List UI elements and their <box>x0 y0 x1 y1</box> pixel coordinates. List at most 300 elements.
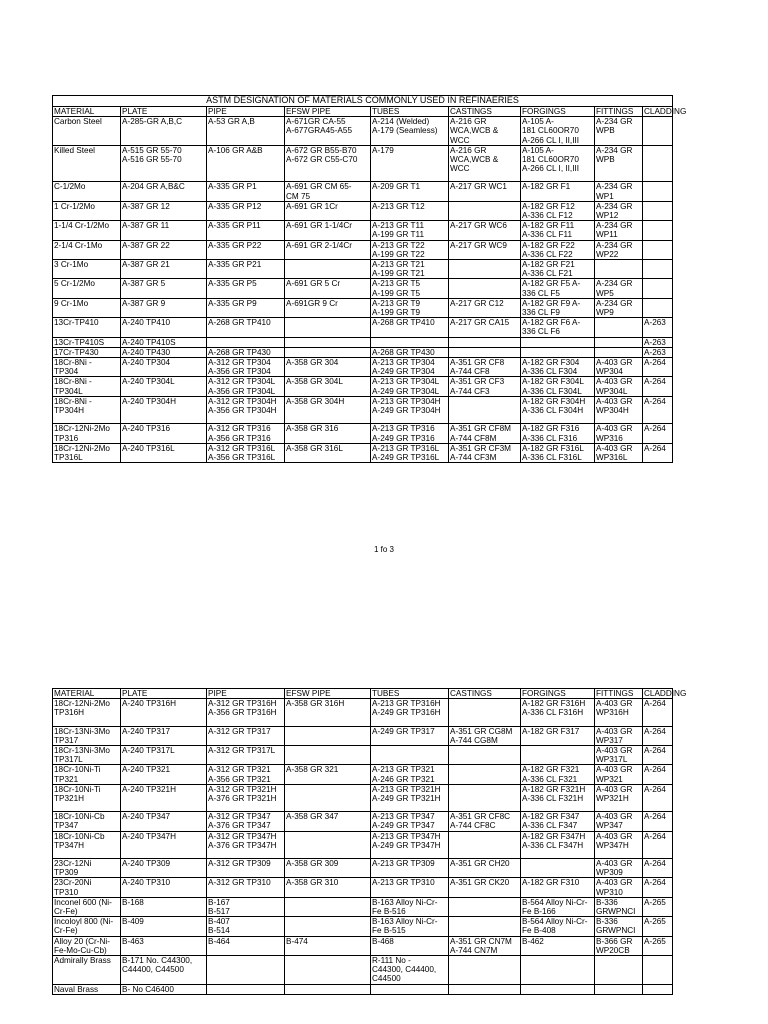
table-cell: A-403 GR WP304H <box>595 396 643 423</box>
table-cell: 18Cr-13Ni-3Mo TP317L <box>53 746 121 765</box>
table-cell: A-249 GR TP317 <box>371 726 449 745</box>
table-cell <box>285 984 371 994</box>
table-cell <box>643 145 673 182</box>
table-cell: A-265 <box>643 917 673 936</box>
table-row <box>53 831 673 858</box>
table-row <box>53 443 673 462</box>
table-cell: A-53 GR A,B <box>207 117 285 146</box>
table-cell: A-387 GR 21 <box>121 260 207 279</box>
table-row <box>53 765 673 784</box>
table-cell <box>207 984 285 994</box>
table-cell: 23Cr-12Ni TP309 <box>53 859 121 878</box>
table-cell: A-403 GR WP316L <box>595 443 643 462</box>
col-header-pipe: PIPE <box>207 689 285 699</box>
table-cell: A-335 GR P1 <box>207 182 285 201</box>
col-header-castings: CASTINGS <box>449 107 521 117</box>
table-cell: A-263 <box>643 337 673 347</box>
table-cell: A-387 GR 12 <box>121 201 207 220</box>
table-cell: A-358 GR 321 <box>285 765 371 784</box>
table-cell: A-216 GR WCA,WCB & WCC <box>449 117 521 146</box>
table-cell: A-240 TP347H <box>121 831 207 858</box>
table-cell: A-240 TP304 <box>121 358 207 377</box>
table-cell: A-234 GR WP12 <box>595 201 643 220</box>
table-cell: A-182 GR F317 <box>521 726 595 745</box>
table-cell: Admirally Brass <box>53 956 121 985</box>
table-cell: A-234 GR WP22 <box>595 240 643 259</box>
table-cell: A-403 GR WP316H <box>595 699 643 726</box>
table-cell: A-179 <box>371 145 449 182</box>
table-cell: A-358 GR 316 <box>285 424 371 443</box>
table-cell <box>595 984 643 994</box>
col-header-efsw-pipe: EFSW PIPE <box>285 107 371 117</box>
table-cell: A-264 <box>643 396 673 423</box>
col-header-cladding: CLADDING <box>644 689 687 698</box>
col-header-plate: PLATE <box>121 107 207 117</box>
table-cell <box>521 984 595 994</box>
table-cell: B-407 B-514 <box>207 917 285 936</box>
table-cell: A-182 GR F304L A-336 CL F304L <box>521 377 595 396</box>
table-title: ASTM DESIGNATION OF MATERIALS COMMONLY USED IN REFINAERIES <box>53 96 673 107</box>
table-cell: A-387 GR 5 <box>121 279 207 298</box>
table-cell: A-234 GR WP1 <box>595 182 643 201</box>
table-row <box>53 956 673 985</box>
table-cell: A-240 TP304L <box>121 377 207 396</box>
table-cell: A-312 GR TP316 A-356 GR TP316 <box>207 424 285 443</box>
table-cell <box>449 337 521 347</box>
table-cell: 18Cr-8Ni - TP304H <box>53 396 121 423</box>
table-row <box>53 726 673 745</box>
table-cell: A-263 <box>643 347 673 357</box>
table-cell: A-182 GR F316H A-336 CL F316H <box>521 699 595 726</box>
table-cell: A-312 GR TP310 <box>207 878 285 897</box>
table-cell: Killed Steel <box>53 145 121 182</box>
table-cell <box>449 765 521 784</box>
table-cell: A-182 GR F321 A-336 CL F321 <box>521 765 595 784</box>
table-row <box>53 812 673 831</box>
table-cell: A-182 GR F12 A-336 CL F12 <box>521 201 595 220</box>
table-cell: A-335 GR P5 <box>207 279 285 298</box>
table-cell: A-691 GR 1Cr <box>285 201 371 220</box>
table-cell: Carbon Steel <box>53 117 121 146</box>
table-row <box>53 318 673 337</box>
table-cell: A-351 GR CF3M A-744 CF3M <box>449 443 521 462</box>
table-cell: A-312 GR TP317L <box>207 746 285 765</box>
table-cell: A-403 GR WP317 <box>595 726 643 745</box>
table-cell: Alloy 20 (Cr-Ni- Fe-Mo-Cu-Cb) <box>53 936 121 955</box>
table-cell: A-312 GR TP347 A-376 GR TP347 <box>207 812 285 831</box>
table-cell: A-403 GR WP310 <box>595 878 643 897</box>
col-header-tubes: TUBES <box>371 107 449 117</box>
table-body <box>53 117 673 463</box>
table-cell: C-1/2Mo <box>53 182 121 201</box>
table-cell <box>449 956 521 985</box>
table-cell: A-213 GR T9 A-199 GR T9 <box>371 298 449 317</box>
table-cell: A-234 GR WPB <box>595 145 643 182</box>
table-cell: A-335 GR P9 <box>207 298 285 317</box>
table-cell: A-268 GR TP410 <box>371 318 449 337</box>
table-cell: A-264 <box>643 765 673 784</box>
table-cell: A-240 TP347 <box>121 812 207 831</box>
table-cell: A-403 GR WP316 <box>595 424 643 443</box>
table-cell <box>449 784 521 811</box>
table-cell: A-182 GR F21 A-336 CL F21 <box>521 260 595 279</box>
table-cell: R-111 No - C44300, C44400, C44500 <box>371 956 449 985</box>
table-cell: A-264 <box>643 424 673 443</box>
table-cell <box>449 260 521 279</box>
table-cell: A-312 GR TP317 <box>207 726 285 745</box>
table-cell: A-213 GR TP304H A-249 GR TP304H <box>371 396 449 423</box>
col-header-forgings: FORGINGS <box>521 107 595 117</box>
table-cell: A-240 TP321H <box>121 784 207 811</box>
table-cell: A-182 GR F316L A-336 CL F316L <box>521 443 595 462</box>
table-cell: A-213 GR TP309 <box>371 859 449 878</box>
table-cell <box>643 240 673 259</box>
table-cell: A-672 GR B55-B70 A-672 GR C55-C70 <box>285 145 371 182</box>
table-row <box>53 221 673 240</box>
table-cell: A-217 GR WC9 <box>449 240 521 259</box>
table-cell <box>207 337 285 347</box>
table-cell: A-182 GR F304H A-336 CL F304H <box>521 396 595 423</box>
table-cell: A-240 TP309 <box>121 859 207 878</box>
table-cell: 18Cr-12Ni-2Mo TP316H <box>53 699 121 726</box>
table-row <box>53 396 673 423</box>
table-cell <box>285 897 371 916</box>
table-cell: Naval Brass <box>53 984 121 994</box>
col-header-fittings: FITTINGS <box>595 107 643 117</box>
table-cell: B-462 <box>521 936 595 955</box>
astm-table-page-2 <box>52 688 687 995</box>
table-cell: A-403 GR WP309 <box>595 859 643 878</box>
table-cell: 1-1/4 Cr-1/2Mo <box>53 221 121 240</box>
table-row <box>53 182 673 201</box>
table-cell <box>449 746 521 765</box>
table-cell <box>521 337 595 347</box>
table-cell <box>285 784 371 811</box>
table-cell: A-240 TP316 <box>121 424 207 443</box>
table-cell: A-335 GR P21 <box>207 260 285 279</box>
table-cell: A-213 GR TP321H A-249 GR TP321H <box>371 784 449 811</box>
table-cell: A-312 GR TP316H A-356 GR TP316H <box>207 699 285 726</box>
table-cell: A-335 GR P11 <box>207 221 285 240</box>
table-cell: A-312 GR TP316L A-356 GR TP316L <box>207 443 285 462</box>
table-cell: A-264 <box>643 358 673 377</box>
table-cell <box>285 746 371 765</box>
table-cell: A-106 GR A&B <box>207 145 285 182</box>
table-cell: A-240 TP410 <box>121 318 207 337</box>
table-cell: A-387 GR 9 <box>121 298 207 317</box>
table-cell: A-182 GR F321H A-336 CL F321H <box>521 784 595 811</box>
table-cell: A-240 TP317L <box>121 746 207 765</box>
table-cell <box>285 956 371 985</box>
table-cell: A-182 GR F310 <box>521 878 595 897</box>
table-cell <box>449 396 521 423</box>
table-cell: A-312 GR TP321 A-356 GR TP321 <box>207 765 285 784</box>
page-indicator: 1 fo 3 <box>373 545 394 554</box>
table-cell: 23Cr-20Ni TP310 <box>53 878 121 897</box>
table-cell: A-403 GR WP321 <box>595 765 643 784</box>
table-cell <box>449 984 521 994</box>
table-cell: 3 Cr-1Mo <box>53 260 121 279</box>
table-cell <box>595 347 643 357</box>
table-cell: A-358 GR 316H <box>285 699 371 726</box>
table-cell: A-213 GR TP321 A-246 GR TP321 <box>371 765 449 784</box>
table-cell: A-691 GR 5 Cr <box>285 279 371 298</box>
table-cell: A-268 GR TP430 <box>371 347 449 357</box>
table-cell: A-240 TP310 <box>121 878 207 897</box>
table-cell: A-182 GR F6 A- 336 CL F6 <box>521 318 595 337</box>
table-cell: B-366 GR WP20CB <box>595 936 643 955</box>
table-row <box>53 240 673 259</box>
table-cell <box>285 318 371 337</box>
table-cell <box>643 260 673 279</box>
table-cell: B- No C46400 <box>121 984 207 994</box>
table-cell: A-268 GR TP410 <box>207 318 285 337</box>
astm-table-page-1 <box>52 95 687 463</box>
table-cell <box>521 746 595 765</box>
table-cell: A-234 GR WPB <box>595 117 643 146</box>
table-cell: 13Cr-TP410 <box>53 318 121 337</box>
table-cell: 9 Cr-1Mo <box>53 298 121 317</box>
table-cell: 18Cr-10Ni-Ti TP321 <box>53 765 121 784</box>
table-cell: A-515 GR 55-70 A-516 GR 55-70 <box>121 145 207 182</box>
table-cell: A-387 GR 11 <box>121 221 207 240</box>
table-row <box>53 358 673 377</box>
table-row <box>53 897 673 916</box>
table-row <box>53 279 673 298</box>
table-cell: A-264 <box>643 812 673 831</box>
table-cell <box>643 984 673 994</box>
table-cell: A-234 GR WP5 <box>595 279 643 298</box>
table-cell <box>521 347 595 357</box>
table-cell: A-216 GR WCA,WCB & WCC <box>449 145 521 182</box>
table-cell <box>595 337 643 347</box>
table-cell: A-351 GR CF8C A-744 CF8C <box>449 812 521 831</box>
table-cell <box>285 337 371 347</box>
table-row <box>53 859 673 878</box>
table-cell <box>643 201 673 220</box>
table-cell: A-403 GR WP347H <box>595 831 643 858</box>
table-cell: A-265 <box>643 897 673 916</box>
table-cell: A-691 GR 2-1/4Cr <box>285 240 371 259</box>
table-cell: 18Cr-8Ni - TP304L <box>53 377 121 396</box>
table-cell: B-463 <box>121 936 207 955</box>
table-cell <box>285 347 371 357</box>
table-cell: A-285-GR A,B,C <box>121 117 207 146</box>
table-cell: 18Cr-12Ni-2Mo TP316 <box>53 424 121 443</box>
table-cell: A-264 <box>643 784 673 811</box>
table-cell: A-264 <box>643 443 673 462</box>
table-cell <box>207 956 285 985</box>
table-cell: A-213 GR T21 A-199 GR T21 <box>371 260 449 279</box>
table-cell: A-240 TP316L <box>121 443 207 462</box>
table-cell: A-351 GR CF8M A-744 CF8M <box>449 424 521 443</box>
col-header-forgings: FORGINGS <box>521 689 595 699</box>
table-cell: A-387 GR 22 <box>121 240 207 259</box>
table-cell: A-312 GR TP309 <box>207 859 285 878</box>
table-cell: A-209 GR T1 <box>371 182 449 201</box>
table-cell: A-358 GR 304H <box>285 396 371 423</box>
table-row <box>53 936 673 955</box>
table-cell: A-351 GR CK20 <box>449 878 521 897</box>
table-cell: B-409 <box>121 917 207 936</box>
table-row <box>53 424 673 443</box>
table-cell: A-312 GR TP321H A-376 GR TP321H <box>207 784 285 811</box>
table-cell: A-268 GR TP430 <box>207 347 285 357</box>
table-cell: A-217 GR C12 <box>449 298 521 317</box>
table-cell: A-264 <box>643 878 673 897</box>
table-cell: A-312 GR TP347H A-376 GR TP347H <box>207 831 285 858</box>
table-cell: B-464 <box>207 936 285 955</box>
table-cell: B-167 B-517 <box>207 897 285 916</box>
table-cell: A-213 GR TP304L A-249 GR TP304L <box>371 377 449 396</box>
table-cell: A-234 GR WP9 <box>595 298 643 317</box>
table-cell <box>643 182 673 201</box>
table-row <box>53 984 673 994</box>
table-cell <box>643 117 673 146</box>
table-cell: A-240 TP430 <box>121 347 207 357</box>
table-cell: 1 Cr-1/2Mo <box>53 201 121 220</box>
table-cell: A-213 GR T22 A-199 GR T22 <box>371 240 449 259</box>
table-cell <box>449 201 521 220</box>
table-cell: 18Cr-10Ni-Ti TP321H <box>53 784 121 811</box>
table-cell <box>371 746 449 765</box>
table-cell: A-358 GR 304 <box>285 358 371 377</box>
table-cell: 5 Cr-1/2Mo <box>53 279 121 298</box>
table-cell: A-351 GR CG8M A-744 CG8M <box>449 726 521 745</box>
table-cell: A-240 TP316H <box>121 699 207 726</box>
table-cell: 18Cr-10Ni-Cb TP347 <box>53 812 121 831</box>
table-cell: A-358 GR 304L <box>285 377 371 396</box>
table-cell: A-335 GR P22 <box>207 240 285 259</box>
table-cell <box>643 298 673 317</box>
table-cell: B-474 <box>285 936 371 955</box>
table-cell: B-168 <box>121 897 207 916</box>
table-cell <box>521 956 595 985</box>
table-cell: A-403 GR WP321H <box>595 784 643 811</box>
table-cell: A-403 GR WP304 <box>595 358 643 377</box>
table-row <box>53 347 673 357</box>
table-cell: A-182 GR F304 A-336 CL F304 <box>521 358 595 377</box>
table-cell <box>449 699 521 726</box>
table-cell <box>371 984 449 994</box>
table-cell: A-351 GR CF3 A-744 CF3 <box>449 377 521 396</box>
table-cell: A-182 GR F22 A-336 CL F22 <box>521 240 595 259</box>
table-cell: A-403 GR WP317L <box>595 746 643 765</box>
table-cell: A-213 GR TP316H A-249 GR TP316H <box>371 699 449 726</box>
col-header-efsw-pipe: EFSW PIPE <box>285 689 371 699</box>
header-row <box>53 689 673 699</box>
table-cell: A-264 <box>643 859 673 878</box>
table-cell: 13Cr-TP410S <box>53 337 121 347</box>
col-header-material: MATERIAL <box>53 107 121 117</box>
table-cell: 2-1/4 Cr-1Mo <box>53 240 121 259</box>
col-header-plate: PLATE <box>121 689 207 699</box>
table-body <box>53 699 673 995</box>
table-row <box>53 145 673 182</box>
table-cell: A-217 GR WC6 <box>449 221 521 240</box>
table-cell <box>285 260 371 279</box>
table-cell <box>595 318 643 337</box>
table-cell: A-403 GR WP304L <box>595 377 643 396</box>
table-cell <box>285 831 371 858</box>
table-cell: A-234 GR WP11 <box>595 221 643 240</box>
table-cell: 18Cr-10Ni-Cb TP347H <box>53 831 121 858</box>
table-cell <box>449 831 521 858</box>
table-cell: A-263 <box>643 318 673 337</box>
table-cell: A-691 GR CM 65- CM 75 <box>285 182 371 201</box>
table-cell: A-240 TP317 <box>121 726 207 745</box>
table-cell <box>285 917 371 936</box>
table-cell: A-358 GR 316L <box>285 443 371 462</box>
table-cell <box>521 859 595 878</box>
table-cell: A-264 <box>643 726 673 745</box>
table-cell: A-358 GR 310 <box>285 878 371 897</box>
table-cell <box>449 917 521 936</box>
table-cell <box>643 221 673 240</box>
table-cell: B-171 No. C44300, C44400, C44500 <box>121 956 207 985</box>
table-cell: A-182 GR F5 A- 336 CL F5 <box>521 279 595 298</box>
table-cell: A-182 GR F1 <box>521 182 595 201</box>
table-cell: A-312 GR TP304 A-356 GR TP304 <box>207 358 285 377</box>
table-cell <box>285 726 371 745</box>
table-cell <box>595 260 643 279</box>
table-cell: A-214 (Welded) A-179 (Seamless) <box>371 117 449 146</box>
table-cell: B-163 Alloy Ni-Cr- Fe B-515 <box>371 917 449 936</box>
table-cell: Incoloyl 800 (Ni- Cr-Fe) <box>53 917 121 936</box>
table-cell: 18Cr-8Ni - TP304 <box>53 358 121 377</box>
table-cell: A-691GR 9 Cr <box>285 298 371 317</box>
table-cell <box>371 337 449 347</box>
table-cell: A-265 <box>643 936 673 955</box>
table-cell: A-351 GR CN7M A-744 CN7M <box>449 936 521 955</box>
table-cell: A-403 GR WP347 <box>595 812 643 831</box>
table-cell: A-351 GR CF8 A-744 CF8 <box>449 358 521 377</box>
table-cell <box>643 279 673 298</box>
table-cell: A-240 TP304H <box>121 396 207 423</box>
table-row <box>53 260 673 279</box>
table-cell: Inconel 600 (Ni- Cr-Fe) <box>53 897 121 916</box>
table-cell <box>595 956 643 985</box>
table-cell: A-335 GR P12 <box>207 201 285 220</box>
table-cell: 18Cr-13Ni-3Mo TP317 <box>53 726 121 745</box>
table-row <box>53 117 673 146</box>
table-cell <box>643 956 673 985</box>
table-row <box>53 337 673 347</box>
table-cell: B-336 GRWPNCI <box>595 917 643 936</box>
table-cell: A-204 GR A,B&C <box>121 182 207 201</box>
table-cell: A-240 TP410S <box>121 337 207 347</box>
table-row <box>53 784 673 811</box>
table-cell: A-264 <box>643 831 673 858</box>
col-header-material: MATERIAL <box>53 689 121 699</box>
table-cell: A-240 TP321 <box>121 765 207 784</box>
table-row <box>53 298 673 317</box>
table-cell <box>449 347 521 357</box>
table-cell: A-358 GR 309 <box>285 859 371 878</box>
table-cell: A-213 GR TP310 <box>371 878 449 897</box>
table-cell: B-564 Alloy Ni-Cr- Fe B-166 <box>521 897 595 916</box>
table-cell: A-182 GR F316 A-336 CL F316 <box>521 424 595 443</box>
table-cell: A-691 GR 1-1/4Cr <box>285 221 371 240</box>
table-cell: A-213 GR T11 A-199 GR T11 <box>371 221 449 240</box>
table-cell: B-336 GRWPNCI <box>595 897 643 916</box>
table-row <box>53 699 673 726</box>
table-cell: A-213 GR TP304 A-249 GR TP304 <box>371 358 449 377</box>
table-cell: A-264 <box>643 377 673 396</box>
table-cell: A-213 GR T12 <box>371 201 449 220</box>
table-cell <box>449 279 521 298</box>
table-cell: 17Cr-TP430 <box>53 347 121 357</box>
